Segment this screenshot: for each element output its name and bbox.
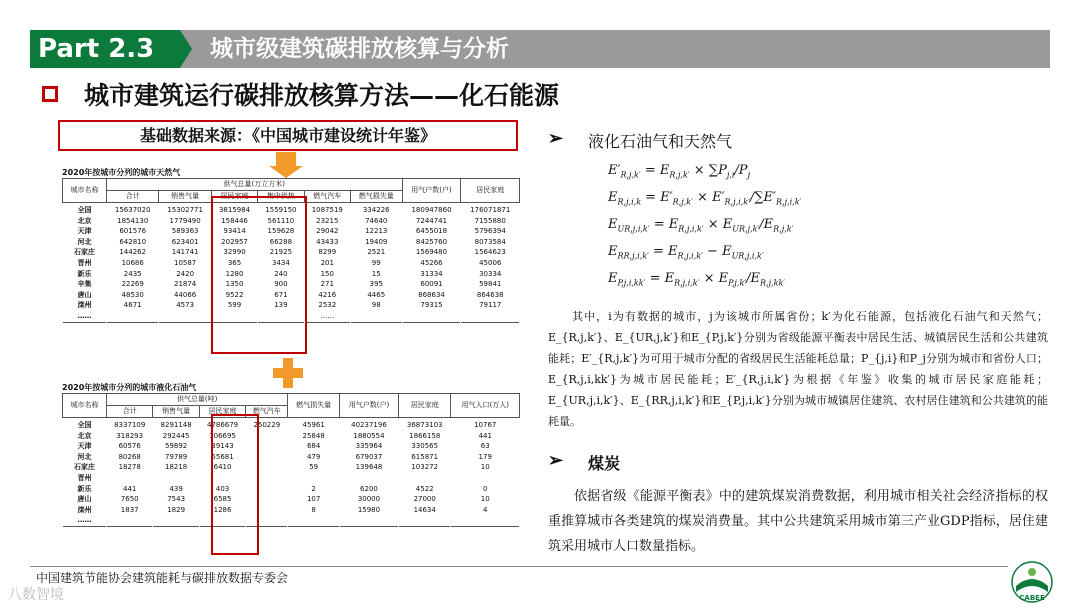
table-cell: 15637020 [114, 206, 151, 214]
table-cell [246, 515, 288, 526]
table-cell: 6585 [213, 495, 232, 504]
table-cell: 1829 [167, 505, 186, 514]
col-total: 合计 [107, 191, 159, 203]
col-central-heating: 集中供热 [258, 191, 304, 203]
row-city: 唐山 [77, 290, 92, 299]
table-cell: 292445 [162, 431, 190, 440]
data-source-box: 基础数据来源：《中国城市建设统计年鉴》 [58, 120, 518, 151]
row-city: …… [77, 516, 92, 525]
down-arrow-tip-icon [269, 166, 303, 178]
table-cell: 23215 [316, 216, 339, 225]
table-cell [107, 311, 159, 322]
col-loss: 燃气损失量 [350, 191, 402, 203]
table-cell: 44066 [173, 290, 197, 299]
table-cell: 671 [274, 290, 288, 299]
table-cell: 3434 [271, 258, 290, 267]
bullet-lpg-gas: 液化石油气和天然气 [588, 132, 733, 151]
col-resident-households: 居民家庭 [461, 179, 520, 203]
table-cell: 2435 [123, 269, 142, 278]
table-cell: 10767 [474, 421, 497, 429]
table-cell [246, 484, 288, 495]
table-row [63, 247, 520, 258]
table-cell: 202957 [221, 237, 248, 246]
table-cell [350, 311, 402, 322]
plus-icon [273, 358, 303, 388]
part-label: Part 2.3 [30, 30, 180, 68]
table-cell: 1559150 [265, 206, 297, 214]
header-bar [30, 30, 1050, 68]
table-cell: 642810 [119, 237, 147, 246]
table-cell [107, 473, 153, 484]
table-cell: 2532 [318, 301, 337, 310]
table-cell: 900 [274, 280, 288, 289]
table-cell: 79117 [479, 301, 502, 310]
table-cell: 8337109 [114, 421, 146, 429]
table-row [63, 279, 520, 290]
down-arrow-icon [276, 152, 296, 166]
table-cell: 103272 [411, 463, 439, 472]
table-cell [451, 515, 520, 526]
table-cell: 39143 [211, 442, 234, 451]
header-arrow-decoration [180, 30, 192, 68]
table-cell: 1286 [213, 505, 232, 514]
table-cell: 36873103 [406, 421, 443, 429]
table-cell [288, 515, 340, 526]
table-cell: 176071871 [470, 206, 511, 214]
table-cell: 599 [227, 301, 242, 310]
table-row [63, 515, 520, 526]
row-city: 天津 [77, 442, 92, 451]
table-cell: 330565 [411, 442, 439, 451]
table-row [63, 418, 520, 431]
table-cell: 18278 [118, 463, 141, 472]
table-cell [461, 311, 520, 322]
table-cell: 6455018 [415, 227, 448, 236]
table-cell: 8291148 [160, 421, 192, 429]
table-cell: 623401 [171, 237, 199, 246]
table-cell [107, 515, 153, 526]
table-cell: 1564623 [474, 248, 506, 257]
bullet-coal: 煤炭 [588, 454, 621, 473]
table-cell: 31334 [420, 269, 443, 278]
table-cell: 99 [371, 258, 381, 267]
row-city: 唐山 [77, 495, 92, 504]
table-cell: 45961 [302, 421, 325, 429]
footer-divider [30, 566, 1008, 567]
table-cell [402, 311, 461, 322]
row-city: 河北 [77, 452, 92, 461]
col-group-supply: 供气总量(万立方米) [107, 179, 403, 191]
col-loss: 燃气损失量 [288, 394, 340, 418]
table-row [63, 226, 520, 237]
table-cell [339, 473, 398, 484]
table-cell: 139648 [355, 463, 383, 472]
table-cell: 4573 [176, 301, 195, 310]
table-cell: 107 [306, 495, 321, 504]
table-row [63, 311, 520, 322]
table-cell: 318293 [116, 431, 144, 440]
table-cell [246, 505, 288, 516]
col-resident-households: 居民家庭 [398, 394, 450, 418]
table-cell [246, 452, 288, 463]
table-cell: 15 [371, 269, 381, 278]
table-cell: 1280 [225, 269, 244, 278]
table-cell: 63 [480, 442, 490, 451]
section-title: 城市建筑运行碳排放核算方法——化石能源 [84, 81, 560, 110]
table-cell [153, 473, 199, 484]
table-row [63, 216, 520, 227]
table-cell: 25848 [302, 431, 325, 440]
table-cell: 365 [227, 258, 242, 267]
table-cell [398, 515, 450, 526]
lpg-table [62, 393, 520, 527]
table-cell [398, 473, 450, 484]
table-cell: 48530 [121, 290, 144, 299]
formula-5: $E_{P,j,i,kk'} = E_{R,j,i,k'} \times E_{P,j,k'}/E_{R,j,kk'}$ [608, 271, 786, 288]
table-cell: 180947860 [411, 206, 452, 214]
col-households: 用气户数(户) [402, 179, 461, 203]
col-resident: 居民家庭 [199, 406, 245, 418]
table-cell: 93414 [223, 227, 246, 236]
table-cell: 1866158 [409, 431, 441, 440]
table-row [63, 269, 520, 280]
table-row [63, 494, 520, 505]
table-cell: 139 [274, 301, 288, 310]
table-cell: 10 [480, 495, 490, 504]
col-total: 合计 [107, 406, 153, 418]
table-cell [199, 473, 245, 484]
table-cell: 4786679 [206, 421, 239, 429]
table-cell: 4671 [123, 301, 142, 310]
table-cell: 59 [309, 463, 319, 472]
table-cell: 0 [482, 484, 488, 493]
row-city: 北京 [77, 216, 92, 225]
page-title: 城市级建筑碳排放核算与分析 [180, 30, 1050, 68]
table-cell: 1569480 [415, 248, 448, 257]
table-cell: 589363 [171, 227, 199, 236]
table-cell: 158446 [221, 216, 248, 225]
col-sales: 销售气量 [153, 406, 199, 418]
table-cell: 864638 [476, 290, 504, 299]
table-cell: 3815984 [218, 206, 251, 214]
table-cell: 403 [215, 484, 230, 493]
table-cell [153, 515, 199, 526]
row-city: 河北 [77, 237, 92, 246]
table-cell [258, 311, 304, 322]
table-cell: 601576 [119, 227, 147, 236]
table-cell [246, 431, 288, 442]
table-cell: 6200 [360, 484, 378, 493]
table-row [63, 473, 520, 484]
table-row [63, 505, 520, 516]
col-city: 城市名称 [63, 179, 107, 203]
table-cell: 679037 [355, 452, 383, 461]
table-cell: 439 [169, 484, 183, 493]
table-cell: 79315 [420, 301, 443, 310]
table-cell: 250229 [253, 421, 281, 429]
table-cell: 1779490 [169, 216, 201, 225]
col-resident: 居民家庭 [211, 191, 257, 203]
row-city: 晋州 [77, 258, 92, 267]
table-cell [211, 311, 257, 322]
table-cell [288, 473, 340, 484]
table-cell: 684 [306, 442, 321, 451]
table-cell: 106695 [209, 431, 236, 440]
table-cell: 15980 [357, 505, 381, 514]
col-city: 城市名称 [63, 394, 107, 418]
table-cell [339, 515, 398, 526]
cabee-logo [1010, 560, 1054, 604]
table2-body [63, 418, 520, 527]
table-row [63, 452, 520, 463]
table-cell [199, 515, 245, 526]
natural-gas-table [62, 178, 520, 323]
table-cell: 98 [371, 301, 381, 310]
row-city: 新乐 [77, 484, 92, 493]
coal-explanation: 依据省级《能源平衡表》中的建筑煤炭消费数据，利用城市相关社会经济指标的权重推算城市各类建筑的煤炭消费量。其中公共建筑采用城市第三产业GDP指标，居住建筑采用城市人口数量指标。 [548, 489, 1048, 554]
row-city: 全国 [77, 421, 92, 429]
col-gas-vehicles: 燃气汽车 [304, 191, 350, 203]
formula-1: $E'_{R,j,k'} = E_{R,j,k'} \times \sum P_{j,i}/P_j$ [608, 163, 751, 180]
table-cell: 14634 [413, 505, 436, 514]
row-city: 石家庄 [74, 248, 95, 257]
table-cell: 7650 [120, 495, 139, 504]
table-row [63, 484, 520, 495]
row-city: 天津 [77, 227, 92, 236]
table-cell: 66288 [269, 237, 293, 246]
col-population: 用气人口(万人) [451, 394, 520, 418]
table-cell: 60091 [420, 280, 443, 289]
table-cell: 7244741 [415, 216, 448, 225]
table-cell: 1880554 [353, 431, 385, 440]
table-cell: 144262 [119, 248, 147, 257]
watermark: 八数智境 [8, 587, 64, 603]
col-group-supply: 供气总量(吨) [107, 394, 288, 406]
row-city: 滦州 [77, 505, 92, 514]
row-city: 新乐 [77, 269, 92, 278]
table-cell: 240 [274, 269, 288, 278]
table-cell: 4216 [318, 290, 337, 299]
table-cell: 10 [480, 463, 490, 472]
table-cell: 21925 [269, 248, 293, 257]
table-cell: 7543 [167, 495, 186, 504]
table-cell: …… [320, 311, 335, 320]
table-cell: 2420 [176, 269, 195, 278]
table-cell: 1854130 [117, 216, 149, 225]
table-cell: 10686 [121, 258, 144, 267]
table-cell: 18218 [164, 463, 188, 472]
table-cell: 10587 [173, 258, 197, 267]
row-city: 辛集 [77, 280, 92, 289]
table-cell: 4 [482, 505, 488, 514]
table-cell: 55681 [211, 452, 234, 461]
table-row [63, 431, 520, 442]
table-cell: 19409 [365, 237, 388, 246]
table-cell: 21874 [173, 280, 197, 289]
row-city: 全国 [77, 206, 92, 214]
table-cell: 30334 [479, 269, 502, 278]
table-row [63, 237, 520, 248]
row-city: 石家庄 [74, 463, 95, 472]
table-cell: 441 [123, 484, 137, 493]
table-row [63, 300, 520, 311]
bullet-arrow-icon: ➢ [548, 450, 564, 471]
table-cell: 395 [369, 280, 383, 289]
footer-organization: 中国建筑节能协会建筑能耗与碳排放数据专委会 [36, 571, 289, 585]
table-cell: 141741 [171, 248, 199, 257]
table-cell: 43433 [316, 237, 339, 246]
table-cell: 1350 [225, 280, 244, 289]
table-cell: 8 [311, 505, 316, 514]
col-gas-vehicles: 燃气汽车 [246, 406, 288, 418]
table-row [63, 462, 520, 473]
formula-4: $E_{RR,j,i,k'} = E_{R,j,i,k'} - E_{UR,j,i,k'}$ [608, 244, 764, 261]
table-cell: 179 [478, 452, 492, 461]
table-cell: 9522 [225, 290, 244, 299]
table1-title: 2020年按城市分列的城市天然气 [62, 168, 181, 177]
table-cell: 80268 [118, 452, 141, 461]
table-cell: 868634 [418, 290, 445, 299]
col-sales: 销售气量 [159, 191, 211, 203]
formula-3: $E_{UR,j,i,k'} = E_{R,j,i,k'} \times E_{UR,j,k'}/E_{R,j,k'}$ [608, 217, 794, 234]
table-cell: 441 [478, 431, 492, 440]
table-cell [159, 311, 211, 322]
table-cell: 27000 [413, 495, 436, 504]
table-cell: 45006 [479, 258, 502, 267]
table-cell: 45266 [420, 258, 443, 267]
table-cell [246, 441, 288, 452]
row-city: …… [77, 311, 92, 320]
table-cell: 8073584 [474, 237, 506, 246]
table-cell: 7155880 [474, 216, 506, 225]
table-cell: 335964 [355, 442, 383, 451]
table-cell: 615871 [411, 452, 439, 461]
explanation-text: 其中，i为有数据的城市，j为该城市所属省份；k′为化石能源，包括液化石油气和天然气；E_{R,j,k′}、E_{UR,j,k′}和E_{P,j,k′}分别为省级能源平衡表中居民生活、城镇居民生活和公共建筑能耗；E′_{R,j,k′}为可用于城市分配的省级居民生活能耗总量；P_{j,i}和P_j分别为城市和省份人口；E_{R,j,i,kk′}为城市居民能耗；E′_{R,j,i,k′}为根据《年鉴》收集的城市居民家庭能耗；E_{UR,j,i,k′}、E_{RR,j,i,k′}和E_{P,j,i,k′}分别为城市城镇居住建筑、农村居住建筑和公共建筑的能耗量。 [548, 310, 1048, 428]
table-cell: 4522 [415, 484, 434, 493]
table-cell: 150 [320, 269, 334, 278]
table-row [63, 441, 520, 452]
table1-body [63, 203, 520, 323]
table-cell: 6410 [213, 463, 232, 472]
svg-text:CABEE: CABEE [1019, 594, 1045, 602]
table-cell: 5796394 [474, 227, 506, 236]
table-cell: 30000 [357, 495, 381, 504]
table-cell: 12213 [365, 227, 388, 236]
table-row [63, 290, 520, 301]
table-cell [246, 473, 288, 484]
table-cell: 15302771 [167, 206, 203, 214]
table-cell: 59892 [164, 442, 188, 451]
table-cell: 479 [306, 452, 321, 461]
table-cell: 159628 [267, 227, 295, 236]
table2-title: 2020年按城市分列的城市液化石油气 [62, 383, 197, 392]
table-cell [451, 473, 520, 484]
table-cell: 2 [311, 484, 316, 493]
col-households: 用气户数(户) [339, 394, 398, 418]
table-cell: 1087519 [311, 206, 343, 214]
table-cell: 271 [320, 280, 334, 289]
section-bullet-square-icon [42, 86, 58, 102]
table-cell: 201 [320, 258, 334, 267]
table-cell [246, 462, 288, 473]
bullet-arrow-icon: ➢ [548, 128, 564, 149]
table-cell: 2521 [367, 248, 386, 257]
table-cell: 79789 [164, 452, 188, 461]
table-cell: 8299 [318, 248, 337, 257]
table-cell: 561110 [267, 216, 295, 225]
table-cell: 8425760 [415, 237, 448, 246]
row-city: 滦州 [77, 301, 92, 310]
table-cell: 4465 [367, 290, 386, 299]
table-cell: 29042 [316, 227, 339, 236]
table-cell: 60576 [118, 442, 141, 451]
table-cell [246, 494, 288, 505]
table-cell: 1837 [120, 505, 139, 514]
table-row [63, 258, 520, 269]
table-cell: 334226 [362, 206, 390, 214]
table-cell: 40237196 [351, 421, 387, 429]
table-row [63, 203, 520, 216]
table-cell: 74640 [365, 216, 388, 225]
row-city: 晋州 [77, 473, 92, 482]
table-cell: 22269 [121, 280, 144, 289]
table-cell: 59841 [479, 280, 502, 289]
formula-2: $E_{R,j,i,k} = E'_{R,j,k'} \times E'_{R,j,i,k'}/\sum E'_{R,j,i,k'}$ [608, 190, 802, 207]
row-city: 北京 [77, 431, 92, 440]
table-cell: 32990 [223, 248, 246, 257]
